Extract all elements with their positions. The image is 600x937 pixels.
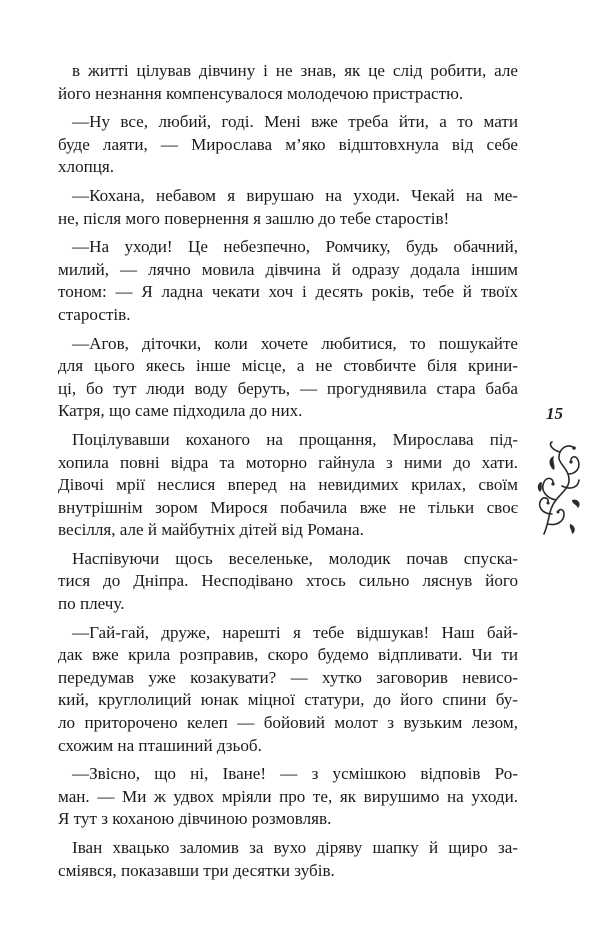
text-line: —Кохана, небавом я вирушаю на уходи. Чекай на ме- [72,185,518,205]
text-line: —Ну все, любий, годі. Мені вже треба йти, а то мати [72,112,518,132]
paragraph [58,837,518,882]
page-number: 15 [546,404,563,423]
text-line: внутрішнім зором Мирося побачила вже не тільки своє [58,497,518,517]
text-line: —Агов, діточки, коли хочете любитися, то пошукайте [72,333,518,353]
paragraph [58,763,518,831]
text-line: дак вже крила розправив, скоро будемо відпливати. Чи ти [58,645,518,665]
paragraph [58,548,518,616]
text-line: хлопця. [58,157,115,177]
text-line: не, після мого повернення я зашлю до тебе старостів! [58,208,450,228]
text-line: ло приторочено келеп — бойовий молот з вузьким лезом, [58,713,518,733]
paragraph [58,60,518,105]
text-line: передумав уже козакувати? — хутко заговорив невисо- [58,667,518,687]
text-line: сміявся, показавши три десятки зубів. [58,860,335,880]
paragraph [58,185,518,230]
text-line: —Гай-гай, друже, нарешті я тебе відшукав! Наш бай- [72,622,518,642]
text-line: весілля, але й майбутніх дітей від Романа. [58,520,364,540]
text-line: ці, бо тут люди воду беруть, — прогуднявила стара баба [58,378,518,398]
text-line: кий, круглолиций юнак міцної статури, до його спини бу- [58,690,518,710]
text-line: старостів. [58,304,131,324]
text-line: Дівочі мрії неслися вперед на невидимих крилах, своїм [58,475,518,495]
paragraph [58,429,518,542]
text-line: хопила повні відра та моторно гайнула з ними до хати. [58,452,518,472]
text-line: по плечу. [58,594,125,614]
paragraph [58,111,518,179]
text-line: для цього якесь інше місце, а не стовбичте біля крини- [58,356,518,376]
text-line: його незнання компенсувалося молодечою пристрастю. [58,83,464,103]
text-line: ман. — Ми ж удвох мріяли про те, як вирушимо на уходи. [58,786,518,806]
text-line: тоном: — Я ладна чекати хоч і десять років, тебе й твоїх [58,282,518,302]
text-line: схожим на пташиний дзьоб. [58,735,262,755]
floral-flourish-icon [534,440,584,538]
paragraph [58,622,518,758]
text-line: —Звісно, що ні, Іване! — з усмішкою відповів Ро- [72,764,518,784]
text-line: в житті цілував дівчину і не знав, як це слід робити, але [72,61,518,80]
text-line: милий, — лячно мовила дівчина й одразу додала іншим [58,259,518,279]
text-line: Я тут з коханою дівчиною розмовляв. [58,809,332,829]
paragraph [58,333,518,423]
text-line: тися до Дніпра. Несподівано хтось сильно ляснув його [58,571,518,591]
text-line: буде лаяти, — Мирослава м’яко відштовхнула від себе [58,134,518,154]
text-line: Наспівуючи щось веселеньке, молодик почав спуска- [72,548,518,568]
text-line: —На уходи! Це небезпечно, Ромчику, будь обачний, [72,237,518,257]
body-text [58,60,518,888]
text-line: Іван хвацько заломив за вухо діряву шапку й щиро за- [72,838,518,857]
paragraph [58,236,518,326]
text-line: Катря, що саме підходила до них. [58,401,303,421]
text-line: Поцілувавши коханого на прощання, Мирослава під- [72,429,518,449]
